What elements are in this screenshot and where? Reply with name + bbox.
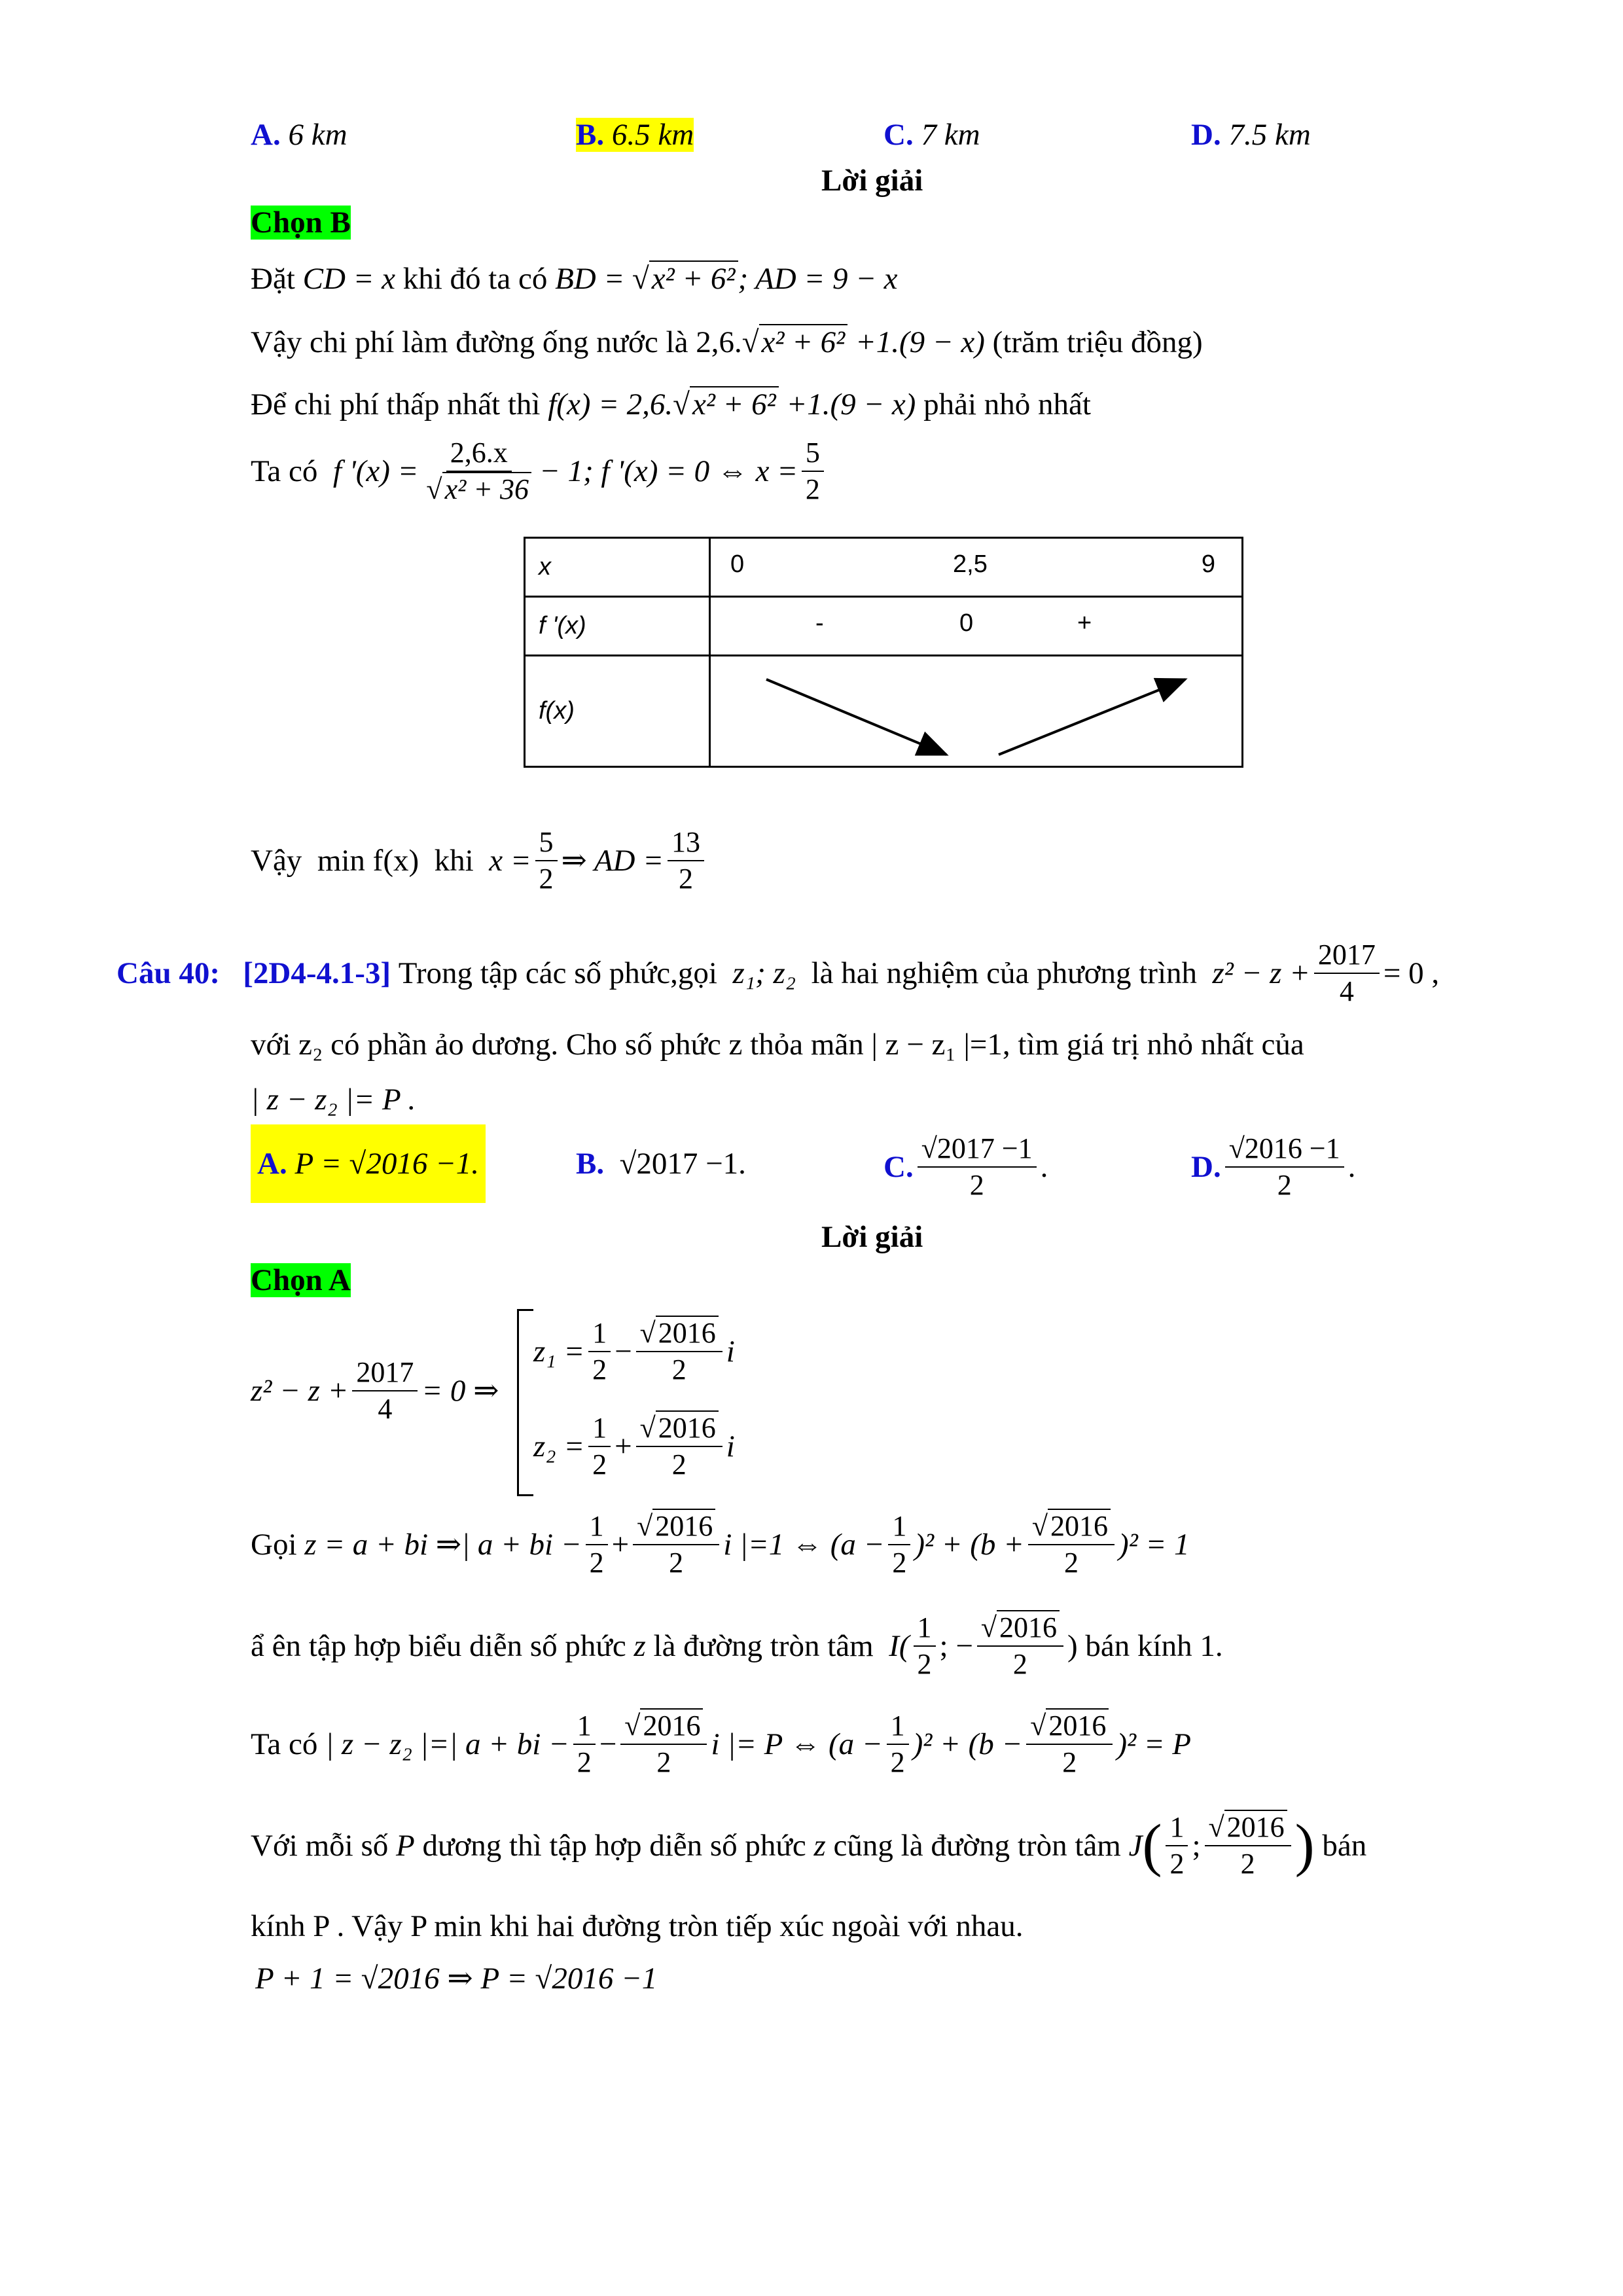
option-letter: C. — [883, 118, 914, 152]
q40-stem-line-1: Câu 40: [2D4-4.1-3] Trong tập các số phức,gọi z₁; z₂ là hai nghiệm của phương trình z² − z + $\frac{2017}{4}$ = 0 , — [116, 939, 1440, 1007]
root-fraction: $\frac{5}{2}$ — [802, 435, 824, 507]
root-z2: z₂ = $\frac{1}{2}$ + √ $\frac{2016}{2}$ i — [533, 1410, 735, 1482]
q40-circle-line-1: ẩ ên tập hợp biểu diễn số phức z là đường tròn tâm I( $\frac{1}{2}$ ; − √ $\frac{2016}{2}$ ) bán kính 1. — [251, 1610, 1223, 1682]
q40-final-line: P + 1 = √2016 ⇒ P = √2016 −1 — [255, 1962, 658, 1996]
table-variation — [710, 656, 1243, 767]
q40-option-c: C. $\frac{√2017 -1}{2}$ . — [883, 1132, 1048, 1201]
option-value: 7.5 km — [1228, 118, 1311, 152]
q39-line-1: Đặt CD = x khi đó ta có BD = √ x² + 6²; AD = 9 − x — [251, 260, 898, 297]
q40-option-a: A. P = √2016 −1. — [251, 1124, 486, 1203]
question-code: [2D4-4.1-3] — [243, 956, 391, 990]
q39-option-a — [251, 117, 348, 153]
q39-option-b — [576, 117, 694, 153]
q40-goi-line: Gọi z = a + bi ⇒| a + bi − $\frac{1}{2}$ + √ $\frac{2016}{2}$ i |=1 ⇔ (a − $\frac{1}{2}$ )² + (b + √ $\frac{2016}{2}$ )² = 1 — [251, 1509, 1190, 1581]
q40-answer-tag: Chọn A — [251, 1263, 351, 1297]
option-value: 6 km — [288, 118, 348, 152]
q39-option-c — [883, 117, 980, 153]
variation-arrows — [711, 656, 1234, 768]
table-label-x: x — [525, 538, 710, 597]
root-z1: z₁ = $\frac{1}{2}$ − √ $\frac{2016}{2}$ i — [533, 1316, 735, 1388]
decreasing-arrow — [766, 679, 946, 755]
table-label-fprime: f '(x) — [525, 597, 710, 656]
q40-stem-line-2: với z₂ có phần ảo dương. Cho số phức z thỏa mãn | z − z₁ |=1, tìm giá trị nhỏ nhất của — [251, 1028, 1304, 1062]
variation-table — [524, 537, 1243, 768]
q39-answer-tag: Chọn B — [251, 206, 351, 240]
q40-stem-line-3: | z − z₂ |= P . — [251, 1083, 416, 1117]
option-letter: A. — [251, 118, 281, 152]
q40-option-b: B. √2017 −1. — [576, 1147, 746, 1181]
q40-circle-line-2: Với mỗi số P dương thì tập hợp diễn số phức z cũng là đường tròn tâm J ( $\frac{1}{2}$ ; √ $\frac{2016}{2}$ ) bán — [251, 1810, 1366, 1882]
q39-conclusion: Vậy min f(x) khi x = $\frac{5}{2}$ ⇒ AD = $\frac{13}{2}$ — [251, 825, 708, 897]
q39-derivative-line: Ta có f '(x) = 2,6.x √ x² + 36 − 1; f '(x) = 0 ⇔ x = $\frac{5}{2}$ — [251, 435, 828, 507]
question-label: Câu 40: — [116, 956, 220, 990]
q39-line-3: Để chi phí thấp nhất thì f(x) = 2,6.√ x² + 6² +1.(9 − x) phải nhỏ nhất — [251, 386, 1091, 423]
q39-solution-heading: Lời giải — [821, 164, 923, 198]
table-signs: - 0 + — [710, 597, 1243, 656]
q40-kinh-line: kính P . Vậy P min khi hai đường tròn tiếp xúc ngoài với nhau. — [251, 1909, 1024, 1943]
q39-line-2: Vậy chi phí làm đường ống nước là 2,6.√ x² + 6² +1.(9 − x) (trăm triệu đồng) — [251, 324, 1203, 361]
q40-option-d: D. $\frac{√2016 -1}{2}$ . — [1191, 1132, 1356, 1201]
table-x-values: 0 2,5 9 — [710, 538, 1243, 597]
increasing-arrow — [999, 679, 1185, 755]
q40-taco-line: Ta có | z − z₂ |=| a + bi − $\frac{1}{2}$ − √ $\frac{2016}{2}$ i |= P ⇔ (a − $\frac{1}{2}$ )² + (b − √ $\frac{2016}{2}$ )² = P — [251, 1708, 1191, 1780]
option-letter: B. — [576, 118, 605, 152]
derivative-fraction: 2,6.x √ x² + 36 — [422, 435, 535, 507]
q39-option-d — [1191, 117, 1311, 153]
option-letter: D. — [1191, 118, 1221, 152]
table-label-f: f(x) — [525, 656, 710, 767]
option-value: 6.5 km — [611, 118, 694, 152]
system-bracket — [517, 1309, 533, 1496]
q40-equation-lhs: z² − z + $\frac{2017}{4}$ = 0 ⇒ — [251, 1356, 499, 1425]
q40-solution-heading: Lời giải — [821, 1220, 923, 1254]
option-value: 7 km — [921, 118, 980, 152]
